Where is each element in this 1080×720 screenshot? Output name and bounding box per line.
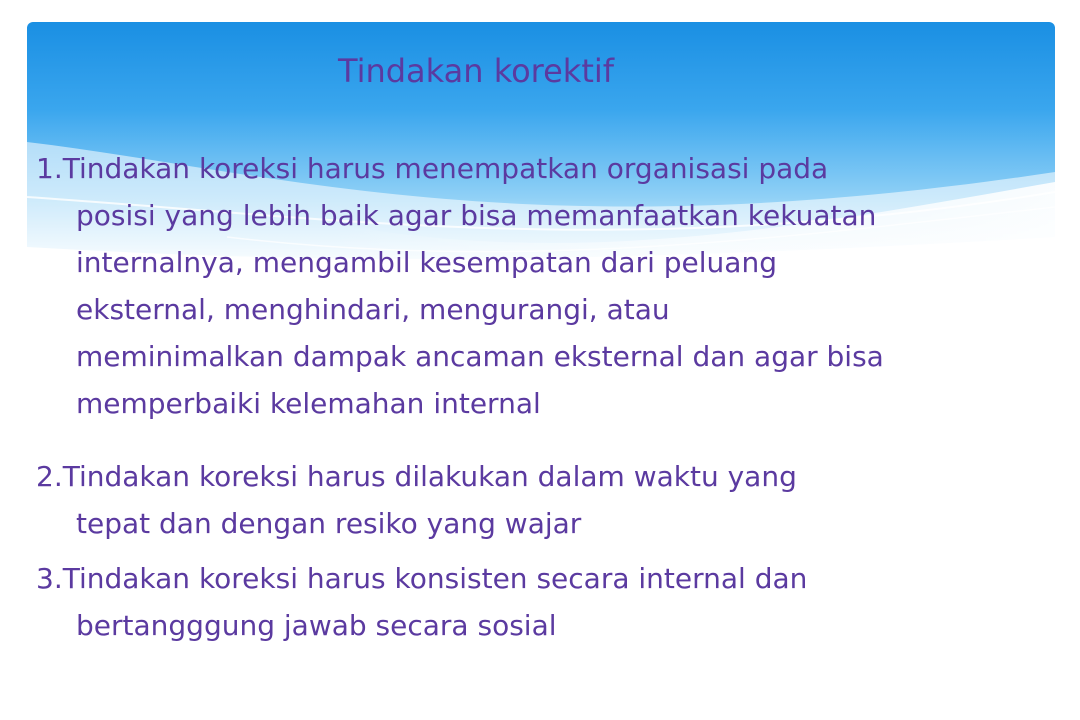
list-item-2 bbox=[36, 453, 797, 547]
list-item-3 bbox=[36, 555, 807, 649]
list-item-3-line-1: 3.Tindakan koreksi harus konsisten secara internal dan bbox=[36, 562, 808, 595]
list-item-1-line-6: memperbaiki kelemahan internal bbox=[76, 387, 541, 420]
list-item-1-line-4: eksternal, menghindari, mengurangi, atau bbox=[76, 293, 670, 326]
slide-title: Tindakan korektif bbox=[338, 52, 615, 90]
list-item-2-line-1: 2.Tindakan koreksi harus dilakukan dalam waktu yang bbox=[36, 460, 797, 493]
list-item-1-line-5: meminimalkan dampak ancaman eksternal dan agar bisa bbox=[76, 340, 884, 373]
list-item-3-line-2: bertangggung jawab secara sosial bbox=[76, 609, 557, 642]
list-item-1-line-2: posisi yang lebih baik agar bisa memanfaatkan kekuatan bbox=[76, 199, 877, 232]
list-item-1-line-1: 1.Tindakan koreksi harus menempatkan organisasi pada bbox=[36, 152, 829, 185]
list-item-2-line-2: tepat dan dengan resiko yang wajar bbox=[76, 507, 582, 540]
list-item-1-line-3: internalnya, mengambil kesempatan dari peluang bbox=[76, 246, 777, 279]
list-item-1 bbox=[36, 145, 884, 427]
